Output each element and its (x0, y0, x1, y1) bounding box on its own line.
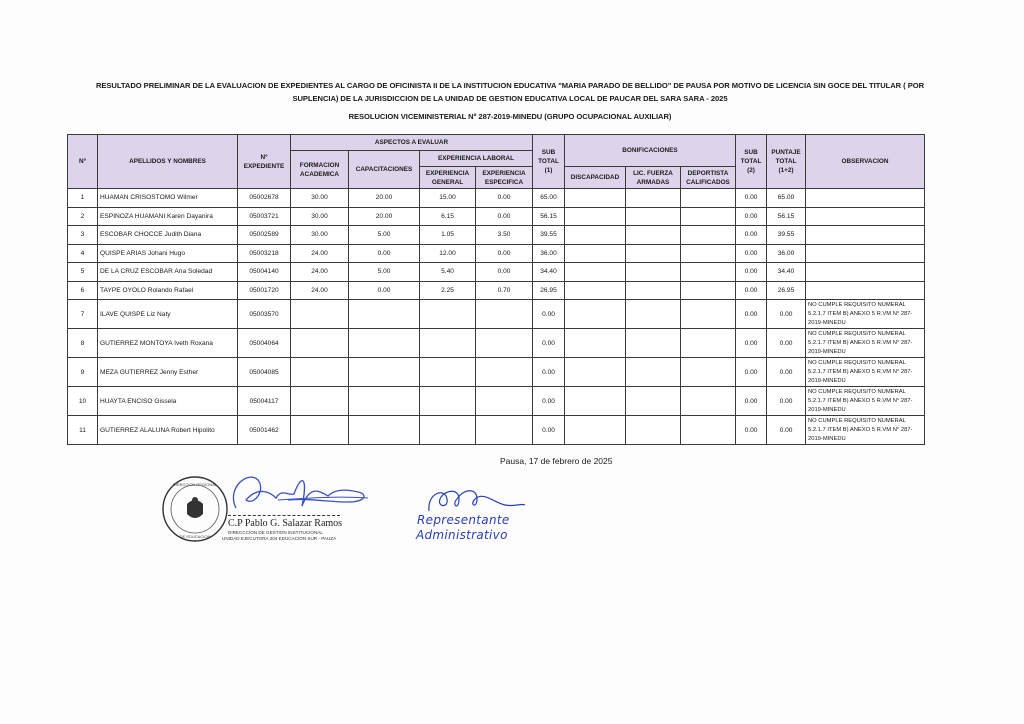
row-exp-general: 15.00 (420, 189, 476, 208)
row-subtotal2: 0.00 (736, 300, 767, 329)
row-subtotal2: 0.00 (736, 263, 767, 282)
row-formacion (291, 416, 349, 445)
row-fuerzas-armadas (626, 263, 681, 282)
row-discapacidad (565, 281, 626, 300)
row-formacion (291, 387, 349, 416)
row-observacion (806, 226, 925, 245)
row-discapacidad (565, 244, 626, 263)
row-deportista (681, 281, 736, 300)
table-row (68, 416, 925, 445)
row-deportista (681, 244, 736, 263)
row-exp-general (420, 300, 476, 329)
row-observacion (806, 189, 925, 208)
row-num: 3 (68, 226, 98, 245)
row-subtotal2: 0.00 (736, 358, 767, 387)
row-expediente: 05003721 (238, 207, 291, 226)
table-row (68, 244, 925, 263)
row-puntaje-total: 36.00 (767, 244, 806, 263)
row-formacion: 24.00 (291, 244, 349, 263)
row-capacitaciones (349, 329, 420, 358)
row-subtotal2: 0.00 (736, 281, 767, 300)
row-fuerzas-armadas (626, 300, 681, 329)
row-subtotal1: 39.55 (533, 226, 565, 245)
row-fuerzas-armadas (626, 244, 681, 263)
row-exp-general (420, 329, 476, 358)
row-deportista (681, 329, 736, 358)
row-puntaje-total: 0.00 (767, 358, 806, 387)
row-expediente: 05004064 (238, 329, 291, 358)
row-exp-general: 12.00 (420, 244, 476, 263)
row-name: HUAYTA ENCISO Gissela (98, 387, 238, 416)
table-row (68, 387, 925, 416)
header-puntaje-total: PUNTAJE TOTAL (1+2) (767, 135, 806, 189)
header-discapacidad: DISCAPACIDAD (565, 167, 626, 189)
row-exp-general: 5.40 (420, 263, 476, 282)
row-name: GUTIERREZ ALALUNA Robert Hipolito (98, 416, 238, 445)
signer-2-role-line-2: Administrativo (416, 528, 508, 542)
header-aspectos: ASPECTOS A EVALUAR (291, 135, 533, 151)
row-name: ESPINOZA HUAMANI Karen Dayanira (98, 207, 238, 226)
row-puntaje-total: 0.00 (767, 329, 806, 358)
row-puntaje-total: 65.00 (767, 189, 806, 208)
header-exp-especifica: EXPERIENCIA ESPECIFICA (476, 167, 533, 189)
row-num: 11 (68, 416, 98, 445)
row-subtotal1: 34.40 (533, 263, 565, 282)
row-deportista (681, 416, 736, 445)
row-capacitaciones (349, 300, 420, 329)
row-subtotal1: 0.00 (533, 387, 565, 416)
header-expediente: Nº EXPEDIENTE (238, 135, 291, 189)
row-deportista (681, 358, 736, 387)
svg-text:DIRECCION REGIONAL: DIRECCION REGIONAL (172, 482, 218, 487)
row-discapacidad (565, 226, 626, 245)
row-observacion: NO CUMPLE REQUISITO NUMERAL 5.2.1.7 ITEM B) ANEXO 5 R.VM N° 287-2019-MINEDU (806, 387, 925, 416)
row-exp-especifica (476, 300, 533, 329)
row-formacion: 30.00 (291, 189, 349, 208)
header-subtotal2: SUB TOTAL (2) (736, 135, 767, 189)
row-num: 7 (68, 300, 98, 329)
row-exp-especifica (476, 329, 533, 358)
row-subtotal1: 0.00 (533, 329, 565, 358)
svg-text:DE EDUCACION: DE EDUCACION (179, 534, 211, 539)
row-exp-general: 6.15 (420, 207, 476, 226)
row-fuerzas-armadas (626, 329, 681, 358)
place-date: Pausa, 17 de febrero de 2025 (500, 456, 613, 466)
row-num: 2 (68, 207, 98, 226)
table-row (68, 189, 925, 208)
header-formacion: FORMACION ACADEMICA (291, 151, 349, 189)
header-subtotal1: SUB TOTAL (1) (533, 135, 565, 189)
table-row (68, 281, 925, 300)
row-expediente: 05004140 (238, 263, 291, 282)
header-capacitaciones: CAPACITACIONES (349, 151, 420, 189)
row-subtotal2: 0.00 (736, 416, 767, 445)
row-puntaje-total: 39.55 (767, 226, 806, 245)
row-observacion: NO CUMPLE REQUISITO NUMERAL 5.2.1.7 ITEM B) ANEXO 5 R.VM N° 287-2019-MINEDU (806, 300, 925, 329)
row-puntaje-total: 0.00 (767, 416, 806, 445)
table-row (68, 207, 925, 226)
title-line-2: SUPLENCIA) DE LA JURISDICCION DE LA UNIDAD DE GESTION EDUCATIVA LOCAL DE PAUCAR DEL SARA SARA - 2025 (292, 94, 728, 103)
row-name: HUAMAN CRISOSTOMO Wilmer (98, 189, 238, 208)
row-deportista (681, 226, 736, 245)
row-subtotal1: 0.00 (533, 358, 565, 387)
table-row (68, 300, 925, 329)
row-discapacidad (565, 207, 626, 226)
row-name: DE LA CRUZ ESCOBAR Ana Soledad (98, 263, 238, 282)
row-num: 1 (68, 189, 98, 208)
row-deportista (681, 189, 736, 208)
header-num: Nº (68, 135, 98, 189)
row-deportista (681, 207, 736, 226)
row-capacitaciones: 20.00 (349, 207, 420, 226)
row-subtotal2: 0.00 (736, 226, 767, 245)
row-puntaje-total: 34.40 (767, 263, 806, 282)
row-expediente: 05004085 (238, 358, 291, 387)
header-name: APELLIDOS Y NOMBRES (98, 135, 238, 189)
row-exp-especifica (476, 358, 533, 387)
row-observacion: NO CUMPLE REQUISITO NUMERAL 5.2.1.7 ITEM B) ANEXO 5 R.VM N° 287-2019-MINEDU (806, 416, 925, 445)
row-formacion: 30.00 (291, 226, 349, 245)
signature-2-icon (425, 485, 530, 515)
row-subtotal1: 65.00 (533, 189, 565, 208)
row-exp-especifica: 0.70 (476, 281, 533, 300)
row-fuerzas-armadas (626, 387, 681, 416)
row-subtotal1: 36.00 (533, 244, 565, 263)
row-num: 9 (68, 358, 98, 387)
header-deportista: DEPORTISTA CALIFICADOS (681, 167, 736, 189)
row-capacitaciones (349, 387, 420, 416)
row-observacion: NO CUMPLE REQUISITO NUMERAL 5.2.1.7 ITEM B) ANEXO 5 R.VM N° 287-2019-MINEDU (806, 358, 925, 387)
row-name: TAYPE OYOLO Rolando Rafael (98, 281, 238, 300)
row-subtotal2: 0.00 (736, 244, 767, 263)
row-discapacidad (565, 300, 626, 329)
row-capacitaciones (349, 416, 420, 445)
row-capacitaciones: 0.00 (349, 244, 420, 263)
row-fuerzas-armadas (626, 358, 681, 387)
signature-1-icon (218, 468, 378, 518)
row-exp-general: 1.05 (420, 226, 476, 245)
row-observacion: NO CUMPLE REQUISITO NUMERAL 5.2.1.7 ITEM B) ANEXO 5 R.VM N° 287-2019-MINEDU (806, 329, 925, 358)
row-num: 4 (68, 244, 98, 263)
row-exp-especifica (476, 416, 533, 445)
row-deportista (681, 263, 736, 282)
document-subtitle: RESOLUCION VICEMINISTERIAL Nº 287-2019-MINEDU (GRUPO OCUPACIONAL AUXILIAR) (348, 112, 672, 121)
row-exp-general (420, 358, 476, 387)
table-row (68, 329, 925, 358)
row-formacion: 30.00 (291, 207, 349, 226)
results-table (67, 134, 925, 445)
row-exp-especifica: 0.00 (476, 244, 533, 263)
row-num: 6 (68, 281, 98, 300)
row-observacion (806, 281, 925, 300)
row-name: ESCOBAR CHOCCE Judith Diana (98, 226, 238, 245)
header-exp-general: EXPERIENCIA GENERAL (420, 167, 476, 189)
row-expediente: 05002678 (238, 189, 291, 208)
row-expediente: 05001720 (238, 281, 291, 300)
row-exp-especifica: 0.00 (476, 189, 533, 208)
row-expediente: 05004117 (238, 387, 291, 416)
signer-1-role-line-2: UNIDAD EJECUTORA 304 EDUCACION SUR - PAUZA (222, 536, 337, 541)
row-subtotal1: 26.95 (533, 281, 565, 300)
row-fuerzas-armadas (626, 189, 681, 208)
row-discapacidad (565, 263, 626, 282)
row-num: 10 (68, 387, 98, 416)
row-formacion: 24.00 (291, 263, 349, 282)
row-formacion: 24.00 (291, 281, 349, 300)
row-expediente: 05001462 (238, 416, 291, 445)
row-subtotal2: 0.00 (736, 189, 767, 208)
row-fuerzas-armadas (626, 207, 681, 226)
header-bonificaciones: BONIFICACIONES (565, 135, 736, 167)
row-discapacidad (565, 329, 626, 358)
row-discapacidad (565, 387, 626, 416)
document-title (70, 79, 950, 105)
row-formacion (291, 300, 349, 329)
signature-line (228, 515, 340, 516)
row-expediente: 05003218 (238, 244, 291, 263)
row-subtotal2: 0.00 (736, 207, 767, 226)
row-exp-general: 2.25 (420, 281, 476, 300)
row-name: ILAVE QUISPE Liz Naty (98, 300, 238, 329)
row-capacitaciones (349, 358, 420, 387)
row-capacitaciones: 20.00 (349, 189, 420, 208)
header-experiencia-laboral: EXPERIENCIA LABORAL (420, 151, 533, 167)
row-deportista (681, 300, 736, 329)
row-discapacidad (565, 416, 626, 445)
signer-1-role-line-1: DIRECCCION DE GESTION INSTITUCIONAL (228, 530, 323, 535)
row-fuerzas-armadas (626, 281, 681, 300)
row-puntaje-total: 56.15 (767, 207, 806, 226)
row-deportista (681, 387, 736, 416)
row-num: 5 (68, 263, 98, 282)
row-observacion (806, 263, 925, 282)
row-capacitaciones: 5.00 (349, 263, 420, 282)
row-formacion (291, 358, 349, 387)
table-row (68, 226, 925, 245)
row-exp-especifica: 3.50 (476, 226, 533, 245)
row-name: MEZA GUTIERREZ Jenny Esther (98, 358, 238, 387)
row-exp-especifica: 0.00 (476, 207, 533, 226)
row-discapacidad (565, 189, 626, 208)
row-formacion (291, 329, 349, 358)
row-subtotal1: 56.15 (533, 207, 565, 226)
row-exp-general (420, 416, 476, 445)
signer-2-role-line-1: Representante (417, 513, 510, 527)
row-observacion (806, 207, 925, 226)
row-expediente: 05002589 (238, 226, 291, 245)
row-fuerzas-armadas (626, 416, 681, 445)
table-row (68, 358, 925, 387)
row-num: 8 (68, 329, 98, 358)
row-discapacidad (565, 358, 626, 387)
row-subtotal1: 0.00 (533, 300, 565, 329)
row-expediente: 05003570 (238, 300, 291, 329)
row-fuerzas-armadas (626, 226, 681, 245)
row-exp-especifica (476, 387, 533, 416)
table-row (68, 263, 925, 282)
header-observacion: OBSERVACION (806, 135, 925, 189)
row-subtotal2: 0.00 (736, 329, 767, 358)
row-name: GUTIERREZ MONTOYA Iveth Roxana (98, 329, 238, 358)
row-puntaje-total: 0.00 (767, 300, 806, 329)
row-observacion (806, 244, 925, 263)
row-exp-general (420, 387, 476, 416)
row-subtotal1: 0.00 (533, 416, 565, 445)
row-puntaje-total: 26.95 (767, 281, 806, 300)
row-puntaje-total: 0.00 (767, 387, 806, 416)
row-name: QUISPE ARIAS Johani Hugo (98, 244, 238, 263)
signer-1-name: C.P Pablo G. Salazar Ramos (228, 518, 343, 529)
row-subtotal2: 0.00 (736, 387, 767, 416)
row-capacitaciones: 0.00 (349, 281, 420, 300)
title-line-1: RESULTADO PRELIMINAR DE LA EVALUACION DE EXPEDIENTES AL CARGO DE OFICINISTA II DE LA INSTITUCION EDUCATIVA "MARIA PARADO DE BELLIDO" DE PAUSA POR MOTIVO DE LICENCIA SIN GOCE DEL TITULAR ( POR (95, 81, 925, 90)
row-exp-especifica: 0.00 (476, 263, 533, 282)
header-fuerzas-armadas: LIC. FUERZA ARMADAS (626, 167, 681, 189)
row-capacitaciones: 5.00 (349, 226, 420, 245)
